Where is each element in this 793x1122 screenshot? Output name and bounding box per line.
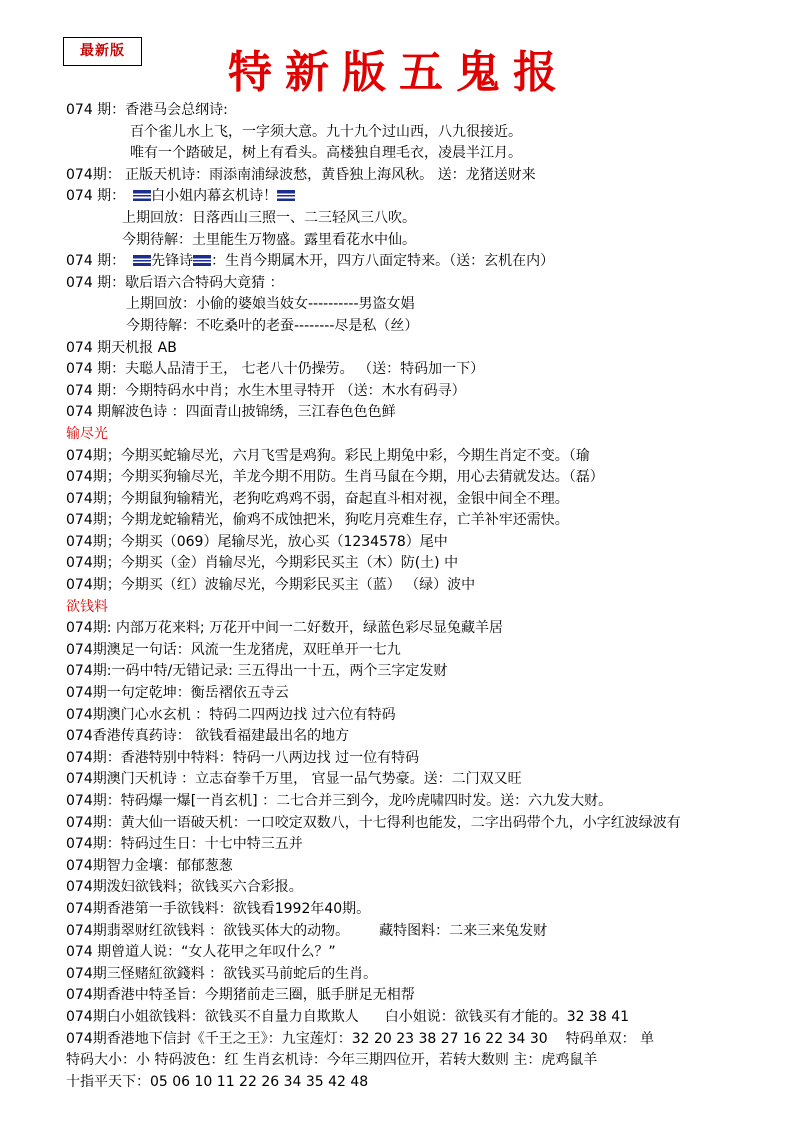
text-line <box>66 1029 790 1051</box>
line-text: 074期一句定乾坤：衡岳褶依五寺云 <box>66 685 289 702</box>
text-line <box>66 251 790 273</box>
line-text: 074期；今期龙蛇输精光，偷鸡不成蚀把米，狗吃月亮难生存，亡羊补牢还需快。 <box>66 512 569 529</box>
text-line <box>66 510 790 532</box>
text-line <box>66 553 790 575</box>
line-text: 074 期解波色诗 ：四面青山披锦绣，三江春色色色鲜 <box>66 404 396 421</box>
text-line <box>66 1072 790 1094</box>
line-tail-text: 白小姐说：欲钱买有才能的。32 38 41 <box>384 1008 630 1025</box>
line-text: 074期翡翠财红欲钱料 ：欲钱买体大的动物。 <box>66 922 350 939</box>
line-text: 074 期曾道人说：“女人花甲之年叹什么？” <box>66 944 336 961</box>
line-text: 074香港传真药诗： 欲钱看福建最出名的地方 <box>66 728 350 745</box>
line-text: 074期；今期买（069）尾输尽光，放心买（1234578）尾中 <box>66 533 448 550</box>
line-text: 074期： 正版天机诗：雨添南浦绿波愁，黄昏独上海风秋。 送：龙猪送财来 <box>66 166 536 183</box>
text-line <box>66 532 790 554</box>
line-text: 074期；今期买蛇输尽光，六月飞雪是鸡狗。彩民上期兔中彩，今期生肖定不变。（瑜 <box>66 447 590 464</box>
line-text: 074期白小姐欲钱料：欲钱买不自量力自欺欺人 <box>66 1008 359 1025</box>
line-title: 白小姐内幕玄机诗！ <box>151 188 278 205</box>
line-text: 十指平天下：05 06 10 11 22 26 34 35 42 48 <box>66 1073 369 1090</box>
line-text: 074期香港中特圣旨：今期猪前走三圈，胝手胼足无相帮 <box>66 987 415 1004</box>
text-line <box>66 446 790 468</box>
line-text: 074期：特码爆一爆[一肖玄机] ：二七合并三到今，龙吟虎啸四时发。送：六九发大财。 <box>66 793 613 809</box>
text-line <box>66 618 790 640</box>
text-line <box>66 834 790 856</box>
line-text: 074期：香港特别中特料：特码一八两边找 过一位有特码 <box>66 749 420 766</box>
line-text: 074期智力金壤：郁郁葱葱 <box>66 857 233 874</box>
flag-icon <box>133 255 151 266</box>
line-text: 上期回放：日落西山三照一、二三轻风三八吹。 <box>122 209 416 226</box>
line-text: 074 期：今期特码水中肖；水生木里寻特开 （送：木水有码寻） <box>66 382 466 399</box>
line-text: 百个雀儿水上飞，一字须大意。九十九个过山西，八九很接近。 <box>130 123 522 140</box>
line-text: 输尽光 <box>66 425 108 442</box>
text-line <box>66 575 790 597</box>
line-text: 074期: 内部万花来料; 万花开中间一二好数开，绿蓝色彩尽显兔藏羊居 <box>66 620 504 637</box>
text-line <box>66 122 790 144</box>
line-text: 074期三怪赌紅欲錢料 ：欲钱买马前蛇后的生肖。 <box>66 965 378 982</box>
line-suffix: ：生肖今期属木开，四方八面定特来。（送：玄机在内） <box>211 253 555 270</box>
content-body <box>66 100 790 1093</box>
line-text: 074 期：歇后语六合特码大竟猜 ： <box>66 274 284 291</box>
text-line <box>66 726 790 748</box>
text-line <box>66 489 790 511</box>
line-text: 074期；今期买（金）肖输尽光，今期彩民买主（木）防(土) 中 <box>66 555 459 572</box>
line-text: 今期待解：土里能生万物盛。露里看花水中仙。 <box>122 231 416 248</box>
text-line <box>66 230 790 252</box>
text-line <box>66 294 790 316</box>
text-line <box>66 942 790 964</box>
line-text: 074期泼妇欲钱料；欲钱买六合彩报。 <box>66 879 303 896</box>
line-text: 074期澳门心水玄机 ：特码二四两边找 过六位有特码 <box>66 706 396 723</box>
text-line <box>66 1050 790 1072</box>
line-text: 074期；今期买（红）波输尽光，今期彩民买主（蓝） （绿）波中 <box>66 577 476 594</box>
line-text: 074期香港第一手欲钱料：欲钱看1992年40期。 <box>66 900 371 917</box>
line-text: 今期待解：不吃桑叶的老蚕--------尽是私（丝） <box>126 317 419 334</box>
text-line <box>66 186 790 208</box>
flag-icon <box>277 190 295 201</box>
line-text: 074 期：香港马会总纲诗: <box>66 102 228 118</box>
text-line <box>66 273 790 295</box>
text-line <box>66 165 790 187</box>
text-line <box>66 985 790 1007</box>
text-line <box>66 143 790 165</box>
text-line <box>66 813 790 835</box>
line-text: 欲钱料 <box>66 598 108 615</box>
line-text: 074期澳门天机诗 ：立志奋拳千万里， 官显一品气势豪。送：二门双又旺 <box>66 771 522 788</box>
text-line <box>66 683 790 705</box>
latest-edition-badge: 最新版 <box>63 37 142 66</box>
text-line <box>66 877 790 899</box>
text-line <box>66 208 790 230</box>
line-text: 074期澳足一句话：风流一生龙猪虎，双旺单开一七九 <box>66 641 401 658</box>
text-line <box>66 338 790 360</box>
section-heading <box>66 597 790 619</box>
line-text: 074期：特码过生日：十七中特三五并 <box>66 836 303 853</box>
line-text: 特码大小：小 特码波色：红 生肖玄机诗：今年三期四位开，若转大数则 主：虎鸡鼠羊 <box>66 1052 598 1069</box>
section-heading <box>66 424 790 446</box>
line-prefix: 074 期： <box>66 188 126 205</box>
line-text: 074 期天机报 AB <box>66 339 177 356</box>
text-line <box>66 402 790 424</box>
line-prefix: 074 期： <box>66 253 126 270</box>
text-line <box>66 856 790 878</box>
text-line <box>66 316 790 338</box>
line-text: 074期：黄大仙一语破天机：一口咬定双数八，十七得利也能发，二字出码带个九，小字红波绿波有 <box>66 814 681 831</box>
text-line <box>66 769 790 791</box>
text-line <box>66 748 790 770</box>
text-line <box>66 899 790 921</box>
line-text: 074期香港地下信封《千王之王》：九宝莲灯：32 20 23 38 27 16 22 34 30 <box>66 1030 548 1047</box>
text-line <box>66 661 790 683</box>
text-line <box>66 1007 790 1029</box>
text-line <box>66 791 790 813</box>
line-text: 074期；今期鼠狗输精光，老狗吃鸡鸡不弱，奋起直斗相对视，金银中间全不理。 <box>66 490 569 507</box>
text-line <box>66 964 790 986</box>
line-text: 074期:一码中特/无错记录: 三五得出一十五，两个三字定发财 <box>66 663 448 680</box>
line-text: 上期回放：小偷的婆娘当妓女----------男盗女娼 <box>126 296 415 313</box>
text-line <box>66 467 790 489</box>
flag-icon <box>133 190 151 201</box>
line-tail-text: 藏特图料：二来三来兔发财 <box>379 922 548 939</box>
text-line <box>66 921 790 943</box>
line-tail-text: 特码单双： 单 <box>565 1030 655 1047</box>
line-text: 074 期：夫聪人品清于王， 七老八十仍操劳。 （送：特码加一下） <box>66 361 485 378</box>
text-line <box>66 705 790 727</box>
page-title: 特新版五鬼报 <box>228 47 570 98</box>
text-line <box>66 640 790 662</box>
line-title: 先锋诗 <box>151 253 194 270</box>
text-line <box>66 359 790 381</box>
text-line <box>66 381 790 403</box>
flag-icon <box>193 255 211 266</box>
line-text: 唯有一个踏破足，树上有看头。高楼独自理毛衣，凌晨半江月。 <box>130 145 522 162</box>
text-line <box>66 100 790 122</box>
line-text: 074期；今期买狗输尽光，羊龙今期不用防。生肖马鼠在今期，用心去猜就发达。（磊） <box>66 469 604 486</box>
